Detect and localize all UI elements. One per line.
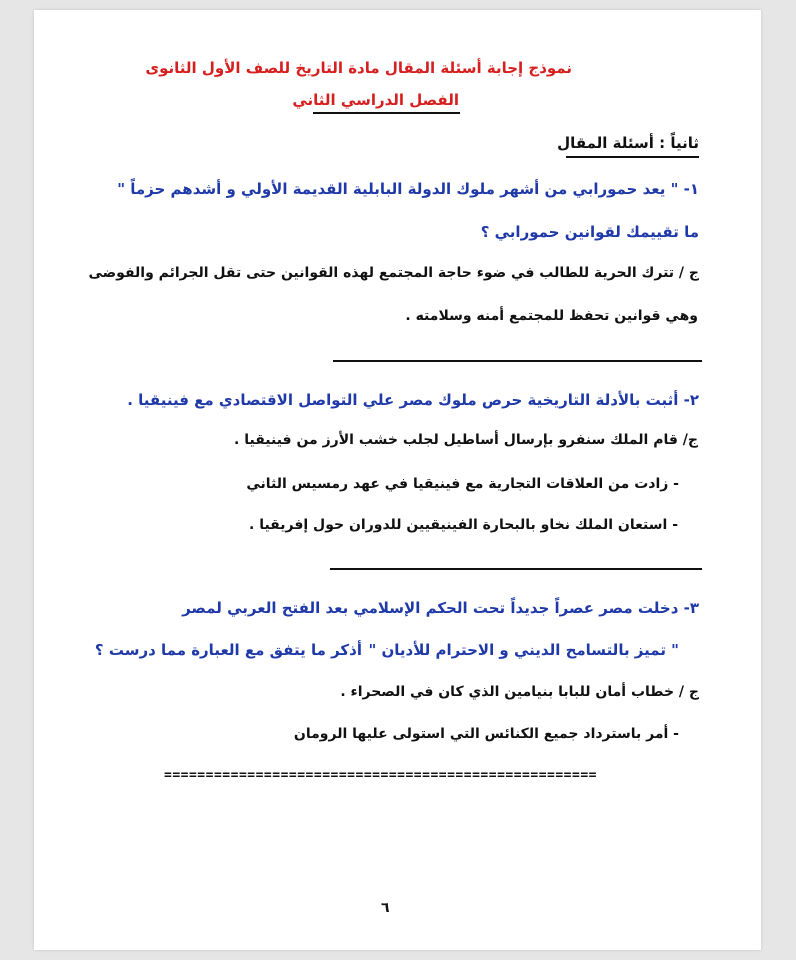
- section-heading-underline: [566, 156, 699, 158]
- question-1-answer-line-2: وهي قوانين تحفظ للمجتمع أمنه وسلامته .: [405, 308, 698, 324]
- question-1-answer-line-1: ج / تترك الحرية للطالب في ضوء حاجة المجتمع لهذه القوانين حتى تقل الجرائم والفوضى: [88, 265, 699, 281]
- question-2-answer-line-1: ج/ قام الملك سنفرو بإرسال أساطيل لجلب خشب الأرز من فينيقيا .: [234, 432, 698, 448]
- document-title: نموذج إجابة أسئلة المقال مادة التاريخ للصف الأول الثانوى: [145, 59, 572, 77]
- question-2-answer-line-3: - استعان الملك نخاو بالبحارة الفينيقيين للدوران حول إفريقيا .: [249, 517, 678, 533]
- section-heading: ثانياً : أسئلة المقال: [557, 134, 699, 152]
- subtitle-underline: [313, 112, 460, 114]
- question-2-text: ٢- أثبت بالأدلة التاريخية حرص ملوك مصر علي التواصل الاقتصادي مع فينيقيا .: [127, 391, 699, 409]
- document-subtitle: الفصل الدراسي الثاني: [292, 91, 459, 109]
- question-1-text: ١- " يعد حمورابي من أشهر ملوك الدولة البابلية القديمة الأولي و أشدهم حزماً ": [117, 180, 699, 198]
- question-1-prompt: ما تقييمك لقوانين حمورابي ؟: [480, 223, 699, 241]
- question-3-answer-line-2: - أمر باسترداد جميع الكنائس التي استولى عليها الرومان: [293, 726, 679, 742]
- question-3-answer-line-1: ج / خطاب أمان للبابا بنيامين الذي كان في الصحراء .: [340, 684, 699, 700]
- page-number: ٦: [381, 900, 390, 916]
- divider-1: [333, 360, 702, 362]
- question-3-prompt: أذكر ما يتفق مع العبارة مما درست ؟: [94, 641, 362, 659]
- question-2-answer-line-2: - زادت من العلاقات التجارية مع فينيقيا في عهد رمسيس الثاني: [246, 476, 679, 492]
- question-3-quote: " تميز بالتسامح الديني و الاحترام للأديان ": [368, 641, 679, 659]
- separator-line: ====================================================: [164, 768, 597, 783]
- divider-2: [330, 568, 702, 570]
- question-3-text: ٣- دخلت مصر عصراً جديداً تحت الحكم الإسلامي بعد الفتح العربي لمصر: [182, 599, 699, 617]
